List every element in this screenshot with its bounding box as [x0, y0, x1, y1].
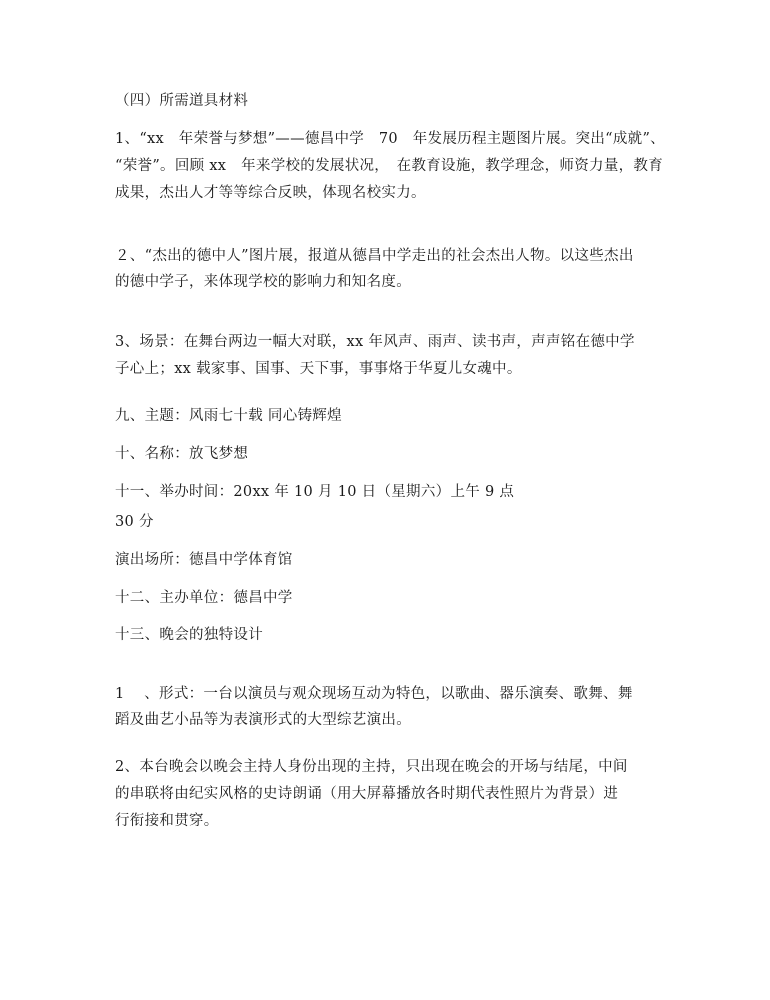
section-heading: （四）所需道具材料	[115, 93, 249, 109]
design1-line1: 1 、形式：一台以演员与观众现场互动为特色，以歌曲、器乐演奏、歌舞、舞	[115, 686, 633, 702]
item3-line1: 3、场景：在舞台两边一幅大对联，xx 年风声、雨声、读书声，声声铭在德中学	[115, 334, 635, 350]
item2-line1: ２、“杰出的德中人”图片展，报道从德昌中学走出的社会杰出人物。以这些杰出	[115, 248, 634, 264]
section-10-name: 十、名称：放飞梦想	[115, 446, 249, 462]
design2-line1: 2、本台晚会以晚会主持人身份出现的主持，只出现在晚会的开场与结尾，中间	[115, 759, 628, 775]
item1-line1: 1、“xx 年荣誉与梦想”——德昌中学 70 年发展历程主题图片展。突出“成就”、	[115, 131, 665, 147]
design2-line3: 行衔接和贯穿。	[115, 813, 219, 829]
design2-line2: 的串联将由纪实风格的史诗朗诵（用大屏幕播放各时期代表性照片为背景）进	[115, 786, 619, 802]
item2-line2: 的德中学子，来体现学校的影响力和知名度。	[115, 274, 411, 290]
section-11-time-line2: 30 分	[115, 514, 154, 530]
section-11-time-line1: 十一、举办时间：20xx 年 10 月 10 日（星期六）上午 9 点	[115, 484, 515, 500]
section-13-title: 十三、晚会的独特设计	[115, 627, 263, 643]
section-12-organizer: 十二、主办单位：德昌中学	[115, 590, 293, 606]
item1-line3: 成果，杰出人才等等综合反映，体现名校实力。	[115, 185, 426, 201]
design1-line2: 蹈及曲艺小品等为表演形式的大型综艺演出。	[115, 712, 411, 728]
venue-line: 演出场所：德昌中学体育馆	[115, 552, 293, 568]
section-9-theme: 九、主题：风雨七十载 同心铸辉煌	[115, 408, 342, 424]
item1-line2: “荣誉”。回顾 xx 年来学校的发展状况， 在教育设施，教学理念，师资力量，教育	[115, 158, 664, 174]
item3-line2: 子心上；xx 载家事、国事、天下事，事事烙于华夏儿女魂中。	[115, 361, 522, 377]
